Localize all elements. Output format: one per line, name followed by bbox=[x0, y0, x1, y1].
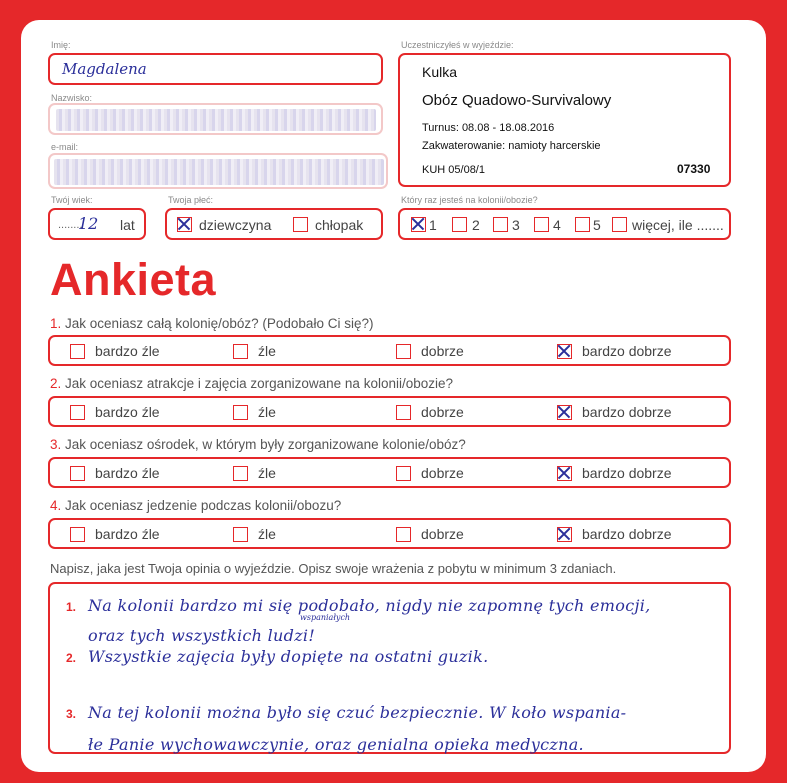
q1-option-bardzo-zle: bardzo źle bbox=[95, 343, 160, 359]
opinion-line-2: Wszystkie zajęcia były dopięte na ostatni guzik. bbox=[88, 647, 489, 666]
surname-field[interactable] bbox=[48, 103, 383, 135]
q1-option-dobrze: dobrze bbox=[421, 343, 464, 359]
times-label: Który raz jesteś na kolonii/obozie? bbox=[401, 195, 538, 205]
times-option-1: 1 bbox=[429, 217, 437, 233]
times-checkbox-2[interactable] bbox=[452, 217, 467, 232]
q3-option-dobrze: dobrze bbox=[421, 465, 464, 481]
q1-checkbox-bardzo-dobrze[interactable] bbox=[557, 344, 572, 359]
times-option-3: 3 bbox=[512, 217, 520, 233]
times-checkbox-3[interactable] bbox=[493, 217, 508, 232]
question-3 bbox=[50, 437, 466, 452]
q3-checkbox-bardzo-zle[interactable] bbox=[70, 466, 85, 481]
opinion-prompt: Napisz, jaka jest Twoja opinia o wyjeździe. Opisz swoje wrażenia z pobytu w minimum 3 zdaniach. bbox=[50, 561, 617, 576]
opinion-line-1-number: 1. bbox=[66, 600, 77, 614]
q4-checkbox-zle[interactable] bbox=[233, 527, 248, 542]
opinion-insert: wspaniałych bbox=[300, 613, 351, 622]
email-field[interactable] bbox=[48, 153, 388, 189]
opinion-line-3: Na tej kolonii można było się czuć bezpiecznie. W koło wspania- bbox=[88, 703, 627, 722]
trip-camp: Obóz Quadowo-Survivalowy bbox=[422, 92, 612, 109]
trip-number: 07330 bbox=[677, 162, 711, 176]
question-1-number: 1. bbox=[50, 316, 62, 331]
question-2-text: Jak oceniasz atrakcje i zajęcia zorganizowane na kolonii/obozie? bbox=[65, 376, 454, 391]
gender-checkbox-girl[interactable] bbox=[177, 217, 192, 232]
q4-option-dobrze: dobrze bbox=[421, 526, 464, 542]
gender-checkbox-boy[interactable] bbox=[293, 217, 308, 232]
opinion-line-2-number: 2. bbox=[66, 651, 77, 665]
question-4 bbox=[50, 498, 341, 513]
times-option-4: 4 bbox=[553, 217, 561, 233]
q4-option-zle: źle bbox=[258, 526, 276, 542]
times-option-more: więcej, ile ....... bbox=[632, 217, 724, 233]
age-field[interactable] bbox=[48, 208, 146, 240]
trip-info-box bbox=[398, 53, 731, 187]
question-4-number: 4. bbox=[50, 498, 62, 513]
q2-option-zle: źle bbox=[258, 404, 276, 420]
times-checkbox-5[interactable] bbox=[575, 217, 590, 232]
question-1 bbox=[50, 316, 373, 331]
q2-checkbox-dobrze[interactable] bbox=[396, 405, 411, 420]
q3-option-bardzo-dobrze: bardzo dobrze bbox=[582, 465, 672, 481]
q4-option-bardzo-dobrze: bardzo dobrze bbox=[582, 526, 672, 542]
name-label: Imię: bbox=[51, 40, 71, 50]
q2-checkbox-bardzo-dobrze[interactable] bbox=[557, 405, 572, 420]
age-value: 12 bbox=[78, 214, 99, 233]
age-dots: ........ bbox=[58, 219, 83, 231]
times-checkbox-4[interactable] bbox=[534, 217, 549, 232]
participant-label: Uczestniczyłeś w wyjeździe: bbox=[401, 40, 514, 50]
trip-lodging: Zakwaterowanie: namioty harcerskie bbox=[422, 140, 601, 152]
times-option-2: 2 bbox=[472, 217, 480, 233]
gender-option-boy: chłopak bbox=[315, 217, 364, 233]
question-4-text: Jak oceniasz jedzenie podczas kolonii/obozu? bbox=[65, 498, 342, 513]
times-checkbox-more[interactable] bbox=[612, 217, 627, 232]
q1-checkbox-zle[interactable] bbox=[233, 344, 248, 359]
q4-option-bardzo-zle: bardzo źle bbox=[95, 526, 160, 542]
email-label: e-mail: bbox=[51, 142, 79, 152]
q4-checkbox-dobrze[interactable] bbox=[396, 527, 411, 542]
trip-org: Kulka bbox=[422, 64, 458, 80]
gender-option-girl: dziewczyna bbox=[199, 217, 272, 233]
question-2-number: 2. bbox=[50, 376, 62, 391]
q2-option-bardzo-zle: bardzo źle bbox=[95, 404, 160, 420]
gender-label: Twoja płeć: bbox=[168, 195, 214, 205]
times-group bbox=[398, 208, 731, 240]
q2-option-bardzo-dobrze: bardzo dobrze bbox=[582, 404, 672, 420]
q4-checkbox-bardzo-zle[interactable] bbox=[70, 527, 85, 542]
name-value: Magdalena bbox=[62, 60, 147, 78]
q2-option-dobrze: dobrze bbox=[421, 404, 464, 420]
question-2 bbox=[50, 376, 453, 391]
question-4-options bbox=[48, 518, 731, 549]
q1-option-zle: źle bbox=[258, 343, 276, 359]
q4-checkbox-bardzo-dobrze[interactable] bbox=[557, 527, 572, 542]
survey-title: Ankieta bbox=[50, 254, 217, 305]
age-unit: lat bbox=[120, 217, 135, 233]
gender-group bbox=[165, 208, 383, 240]
name-field[interactable] bbox=[48, 53, 383, 85]
opinion-line-1b: oraz tych wszystkich ludzi! bbox=[88, 626, 316, 645]
redacted-surname bbox=[56, 109, 376, 131]
q3-option-bardzo-zle: bardzo źle bbox=[95, 465, 160, 481]
trip-code: KUH 05/08/1 bbox=[422, 164, 485, 176]
opinion-line-3-number: 3. bbox=[66, 707, 77, 721]
trip-turnus: Turnus: 08.08 - 18.08.2016 bbox=[422, 122, 555, 134]
times-option-5: 5 bbox=[593, 217, 601, 233]
question-3-text: Jak oceniasz ośrodek, w którym były zorganizowane kolonie/obóz? bbox=[65, 437, 466, 452]
q3-checkbox-dobrze[interactable] bbox=[396, 466, 411, 481]
question-3-options bbox=[48, 457, 731, 488]
question-3-number: 3. bbox=[50, 437, 62, 452]
q3-checkbox-zle[interactable] bbox=[233, 466, 248, 481]
redacted-email bbox=[54, 159, 384, 185]
opinion-line-1: Na kolonii bardzo mi się podobało, nigdy nie zapomnę tych emocji, bbox=[88, 596, 651, 615]
q2-checkbox-zle[interactable] bbox=[233, 405, 248, 420]
q3-option-zle: źle bbox=[258, 465, 276, 481]
surname-label: Nazwisko: bbox=[51, 93, 93, 103]
question-1-text: Jak oceniasz całą kolonię/obóz? (Podobało Ci się?) bbox=[65, 316, 374, 331]
q3-checkbox-bardzo-dobrze[interactable] bbox=[557, 466, 572, 481]
q1-checkbox-bardzo-zle[interactable] bbox=[70, 344, 85, 359]
q1-option-bardzo-dobrze: bardzo dobrze bbox=[582, 343, 672, 359]
opinion-line-3b: łe Panie wychowawczynie, oraz genialna opieka medyczna. bbox=[88, 735, 584, 754]
q1-checkbox-dobrze[interactable] bbox=[396, 344, 411, 359]
age-label: Twój wiek: bbox=[51, 195, 93, 205]
question-1-options bbox=[48, 335, 731, 366]
q2-checkbox-bardzo-zle[interactable] bbox=[70, 405, 85, 420]
times-checkbox-1[interactable] bbox=[411, 217, 426, 232]
question-2-options bbox=[48, 396, 731, 427]
